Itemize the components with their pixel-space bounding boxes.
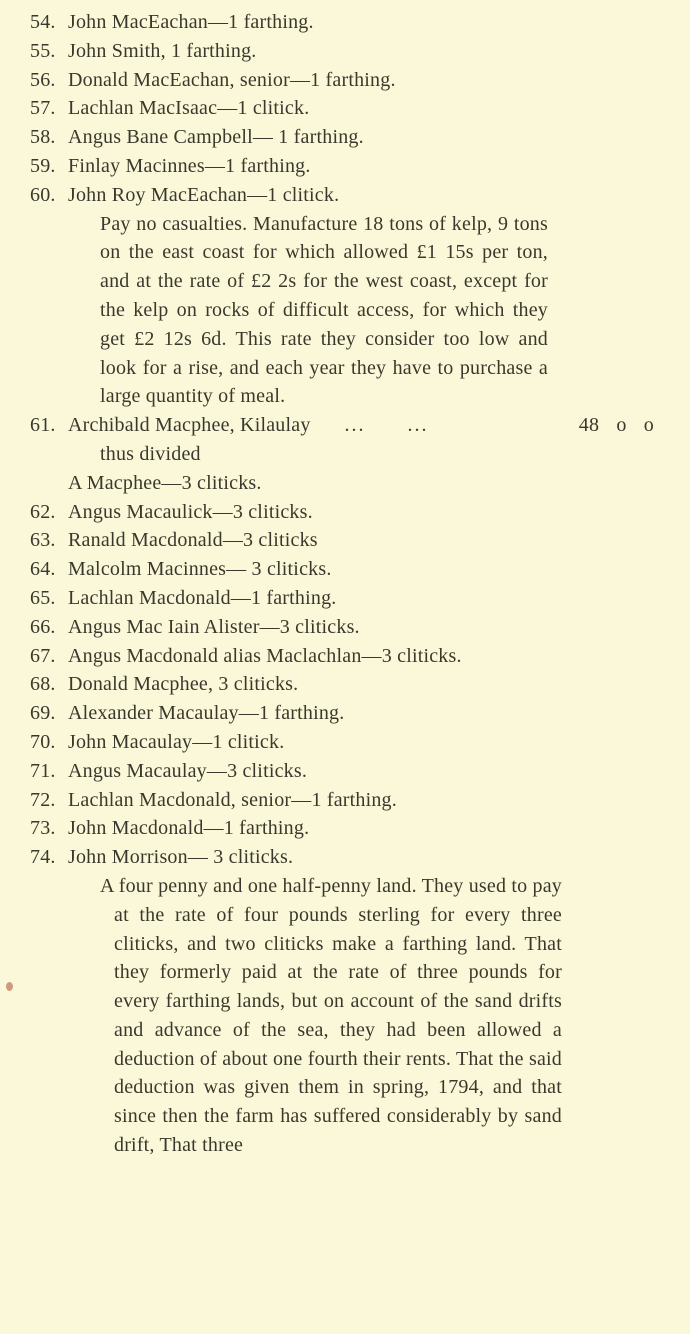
list-item xyxy=(30,8,660,37)
item-text: Angus Macaulay—3 cliticks. xyxy=(68,759,308,782)
item-number: 60. xyxy=(30,183,56,206)
continuation-line: thus divided xyxy=(100,442,201,465)
list-item xyxy=(30,757,660,786)
kelp-note-paragraph: Pay no casualties. Manufacture 18 tons of kelp, 9 tons on the east coast for which allowed £1 15s per ton, and at the rate of £2 2s for the west coast, except for the kelp on rocks of difficult access, for which they get £2 12s 6d. This rate they consider too low and look for a rise, and each year they have to purchase a large quantity of meal. xyxy=(100,212,548,408)
item-text: John Roy MacEachan—1 clitick. xyxy=(68,183,340,206)
item-number: 73. xyxy=(30,817,56,840)
list-item xyxy=(30,526,660,555)
list-item xyxy=(30,498,660,527)
item-text: Lachlan Macdonald—1 farthing. xyxy=(68,586,337,609)
item-number: 69. xyxy=(30,702,56,725)
list-item xyxy=(30,94,660,123)
item-number: 54. xyxy=(30,11,56,33)
list-item xyxy=(30,123,660,152)
item-text: John MacEachan—1 farthing. xyxy=(68,11,314,33)
item-number: 63. xyxy=(30,529,56,552)
list-item-with-amount xyxy=(30,411,660,440)
item-text: Angus Macaulick—3 cliticks. xyxy=(68,500,313,523)
item-text: Lachlan Macdonald, senior—1 farthing. xyxy=(68,788,397,811)
item-text: Angus Macdonald alias Maclachlan—3 cliticks. xyxy=(68,644,462,667)
item-number: 72. xyxy=(30,788,56,811)
item-number: 65. xyxy=(30,586,56,609)
list-item xyxy=(30,843,660,872)
item-text: John Macaulay—1 clitick. xyxy=(68,730,285,753)
list-item xyxy=(30,584,660,613)
item-text: John Smith, 1 farthing. xyxy=(68,39,257,62)
list-item xyxy=(30,642,660,671)
rent-amount: 48 o o xyxy=(578,414,654,437)
list-item xyxy=(30,152,660,181)
item-text: John Morrison— 3 cliticks. xyxy=(68,846,294,869)
rent-list-lower xyxy=(30,498,690,872)
sub-item: A Macphee—3 cliticks. xyxy=(68,471,262,494)
list-item xyxy=(30,37,660,66)
item-number: 70. xyxy=(30,730,56,753)
item-number: 61. xyxy=(30,414,56,437)
item-number: 59. xyxy=(30,154,56,177)
item-number: 55. xyxy=(30,39,56,62)
leader-dots: ... ... xyxy=(344,414,429,437)
item-text: Archibald Macphee, Kilaulay xyxy=(68,414,311,437)
item-number: 56. xyxy=(30,68,56,91)
list-item xyxy=(30,699,660,728)
list-item xyxy=(30,555,660,584)
list-item xyxy=(30,670,660,699)
print-artifact xyxy=(6,982,13,991)
land-note-paragraph: A four penny and one half-penny land. They used to pay at the rate of four pounds sterling for every three cliticks, and two cliticks make a farthing land. That they formerly paid at the rate of three pounds for every farthing lands, but on account of the sand drifts and advance of the sea, they had been allowed a deduction of about one fourth their rents. That the said deduction was given them in spring, 1794, and that since then the farm has suffered considerably by sand drift, That three xyxy=(100,874,562,1157)
list-item xyxy=(30,728,660,757)
list-item xyxy=(30,613,660,642)
item-text: Donald Macphee, 3 cliticks. xyxy=(68,673,299,696)
item-number: 74. xyxy=(30,846,56,869)
item-text: Lachlan MacIsaac—1 clitick. xyxy=(68,97,310,120)
item-number: 66. xyxy=(30,615,56,638)
item-number: 67. xyxy=(30,644,56,667)
item-text: Finlay Macinnes—1 farthing. xyxy=(68,154,311,177)
item-number: 68. xyxy=(30,673,56,696)
item-text: Donald MacEachan, senior—1 farthing. xyxy=(68,68,396,91)
item-number: 71. xyxy=(30,759,56,782)
item-text: Angus Mac Iain Alister—3 cliticks. xyxy=(68,615,360,638)
rent-list-upper xyxy=(30,8,690,210)
item-number: 64. xyxy=(30,558,56,581)
item-text: Ranald Macdonald—3 cliticks xyxy=(68,529,318,552)
list-item xyxy=(30,786,660,815)
item-number: 58. xyxy=(30,126,56,149)
item-text: Alexander Macaulay—1 farthing. xyxy=(68,702,345,725)
item-number: 62. xyxy=(30,500,56,523)
list-item xyxy=(30,66,660,95)
item-text: John Macdonald—1 farthing. xyxy=(68,817,310,840)
item-text: Angus Bane Campbell— 1 farthing. xyxy=(68,126,364,149)
item-number: 57. xyxy=(30,97,56,120)
list-item xyxy=(30,814,660,843)
item-text: Malcolm Macinnes— 3 cliticks. xyxy=(68,558,332,581)
list-item xyxy=(30,181,660,210)
